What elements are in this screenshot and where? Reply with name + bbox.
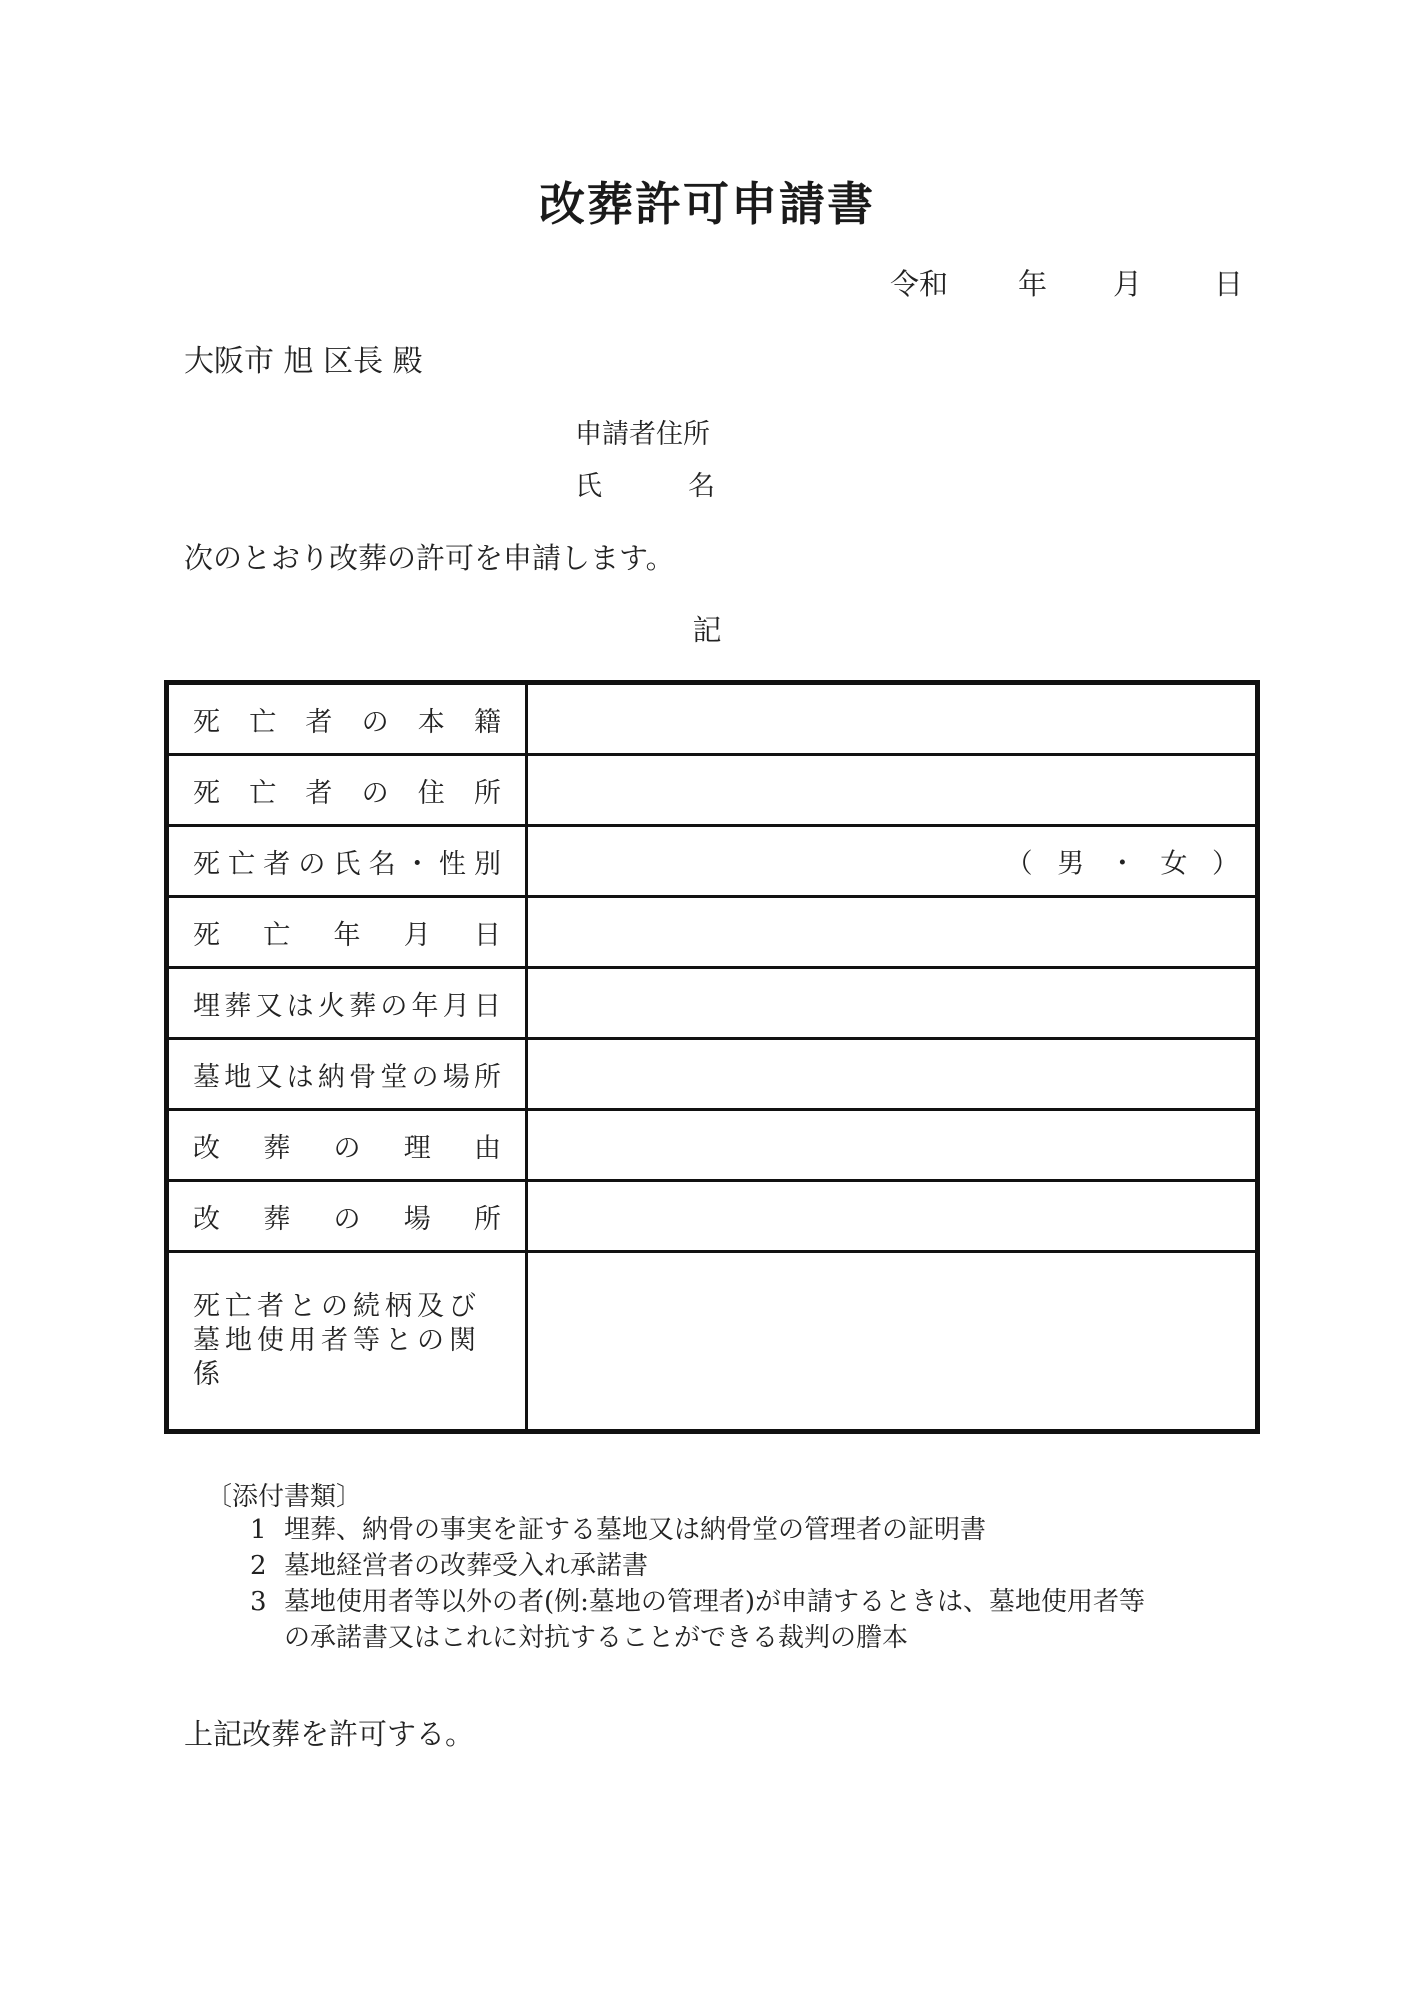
form-label-text (193, 1197, 501, 1236)
form-field[interactable] (527, 1110, 1258, 1181)
form-field[interactable] (527, 1181, 1258, 1252)
ki-heading: 記 (692, 613, 722, 647)
form-label-text (193, 984, 501, 1023)
form-label-char: 日 (473, 990, 501, 1022)
attachments-list (250, 1512, 1145, 1656)
form-label-char: 籍 (473, 706, 501, 738)
form-label-char: 死 (193, 706, 220, 738)
applicant-address-label: 申請者住所 (575, 419, 710, 450)
form-field[interactable] (527, 755, 1258, 826)
form-label-char: の (333, 1132, 361, 1164)
attachments-heading: 〔添付書類〕 (206, 1482, 363, 1512)
form-label-text (193, 913, 501, 952)
form-label-char: の (380, 990, 408, 1022)
form-label-char: 氏 (333, 848, 361, 880)
form-label-char: 場 (403, 1203, 431, 1235)
form-row (167, 968, 1258, 1039)
form-label-char: 又 (255, 1061, 283, 1093)
form-label-char: 死 (193, 777, 220, 809)
form-label-char: 由 (474, 1132, 501, 1164)
form-label (167, 897, 527, 968)
form-field[interactable] (527, 826, 1258, 897)
form-label-char: 者 (305, 706, 333, 738)
form-label-char: 改 (193, 1132, 220, 1164)
form-label-char: 亡 (249, 706, 277, 738)
form-label-text (193, 1126, 501, 1165)
form-label-char: 月 (403, 919, 431, 951)
form-label-char: 骨 (349, 1061, 377, 1093)
form-label-char: 葬 (224, 990, 252, 1022)
form-label-char: 所 (473, 1061, 501, 1093)
form-label-char: 亡 (249, 777, 277, 809)
form-row-relationship (167, 1252, 1258, 1432)
form-label-char: 改 (193, 1203, 220, 1235)
form-label-char: 納 (317, 1061, 345, 1093)
form-row (167, 897, 1258, 968)
form-label-char: の (361, 777, 389, 809)
form-label-char: 者 (263, 848, 291, 880)
form-label-char: 別 (474, 848, 501, 880)
date-year-label: 年 (1018, 267, 1048, 301)
form-label-char: 場 (442, 1061, 470, 1093)
form-label-char: の (411, 1061, 439, 1093)
form-label (167, 683, 527, 755)
attachment-number: 3 (250, 1587, 267, 1617)
form-label-char: の (298, 848, 326, 880)
attachment-item (250, 1584, 1145, 1656)
relationship-label-line-1: 死亡者との続柄及び (193, 1291, 481, 1322)
form-label-char: は (286, 1061, 314, 1093)
applicant-name-label (575, 464, 715, 503)
form-label (167, 1110, 527, 1181)
form-row (167, 683, 1258, 755)
form-label-text (193, 771, 501, 810)
form-label-char: 又 (255, 990, 283, 1022)
form-field[interactable] (527, 1039, 1258, 1110)
date-era: 令和 (890, 267, 949, 301)
form-label-char: ・ (403, 848, 431, 880)
form-label-char: 本 (417, 706, 445, 738)
form-label-char: 日 (474, 919, 501, 951)
attachment-text: 墓地経営者の改葬受入れ承諾書 (284, 1551, 649, 1581)
form-row (167, 1110, 1258, 1181)
form-label-char: 性 (438, 848, 466, 880)
form-label-char: 者 (305, 777, 333, 809)
form-label-char: 住 (417, 777, 445, 809)
application-form-table (164, 680, 1260, 1434)
form-row (167, 1181, 1258, 1252)
form-label-char: 堂 (380, 1061, 408, 1093)
form-label (167, 1181, 527, 1252)
form-label-char: 所 (473, 777, 501, 809)
date-day-label: 日 (1214, 267, 1244, 301)
form-label-char: 火 (317, 990, 345, 1022)
form-label (167, 755, 527, 826)
form-label-char: 墓 (193, 1061, 220, 1093)
form-row (167, 826, 1258, 897)
form-field-relationship[interactable] (527, 1252, 1258, 1432)
form-label-char: 年 (411, 990, 439, 1022)
form-label-relationship (167, 1252, 527, 1432)
attachment-item (250, 1548, 1145, 1584)
form-label-char: 理 (403, 1132, 431, 1164)
form-label (167, 968, 527, 1039)
form-label-char: 葬 (349, 990, 377, 1022)
form-label-char: の (333, 1203, 361, 1235)
attachment-text: 墓地使用者等以外の者(例:墓地の管理者)が申請するときは、墓地使用者等 の承諾書又はこれに対抗することができる裁判の謄本 (284, 1587, 1146, 1653)
addressee: 大阪市 旭 区長 殿 (184, 344, 423, 379)
form-label-text (193, 700, 501, 739)
applicant-name-char-1: 氏 (575, 471, 602, 502)
form-label (167, 1039, 527, 1110)
gender-choice[interactable]: （ 男 ・ 女 ） (1005, 848, 1247, 880)
form-label-char: 葬 (263, 1203, 291, 1235)
form-field[interactable] (527, 968, 1258, 1039)
approval-statement: 上記改葬を許可する。 (184, 1717, 475, 1751)
attachment-number: 2 (250, 1551, 267, 1581)
form-label-char: 所 (474, 1203, 501, 1235)
form-label-text (193, 842, 501, 881)
attachment-number: 1 (250, 1515, 267, 1545)
form-label-char: は (286, 990, 314, 1022)
form-label-char: 月 (442, 990, 470, 1022)
form-label-char: 名 (368, 848, 396, 880)
form-row (167, 1039, 1258, 1110)
relationship-label-line-2: 墓地使用者等との関係 (193, 1325, 481, 1390)
form-label-char: 地 (224, 1061, 252, 1093)
document-title: 改葬許可申請書 (539, 177, 875, 231)
form-label-char: 死 (193, 919, 220, 951)
form-label-char: 年 (333, 919, 361, 951)
date-month-label: 月 (1113, 267, 1143, 301)
attachment-item (250, 1512, 1145, 1548)
form-label-text (193, 1055, 501, 1094)
applicant-name-char-2: 名 (688, 471, 715, 502)
attachment-text: 埋葬、納骨の事実を証する墓地又は納骨堂の管理者の証明書 (284, 1515, 987, 1545)
form-field[interactable] (527, 683, 1258, 755)
form-label-char: の (361, 706, 389, 738)
form-row (167, 755, 1258, 826)
form-label-char: 亡 (228, 848, 256, 880)
form-field[interactable] (527, 897, 1258, 968)
form-label-char: 葬 (263, 1132, 291, 1164)
form-label-char: 死 (193, 848, 220, 880)
intro-sentence: 次のとおり改葬の許可を申請します。 (184, 541, 675, 575)
form-label-char: 埋 (193, 990, 220, 1022)
form-label-char: 亡 (263, 919, 291, 951)
form-label (167, 826, 527, 897)
